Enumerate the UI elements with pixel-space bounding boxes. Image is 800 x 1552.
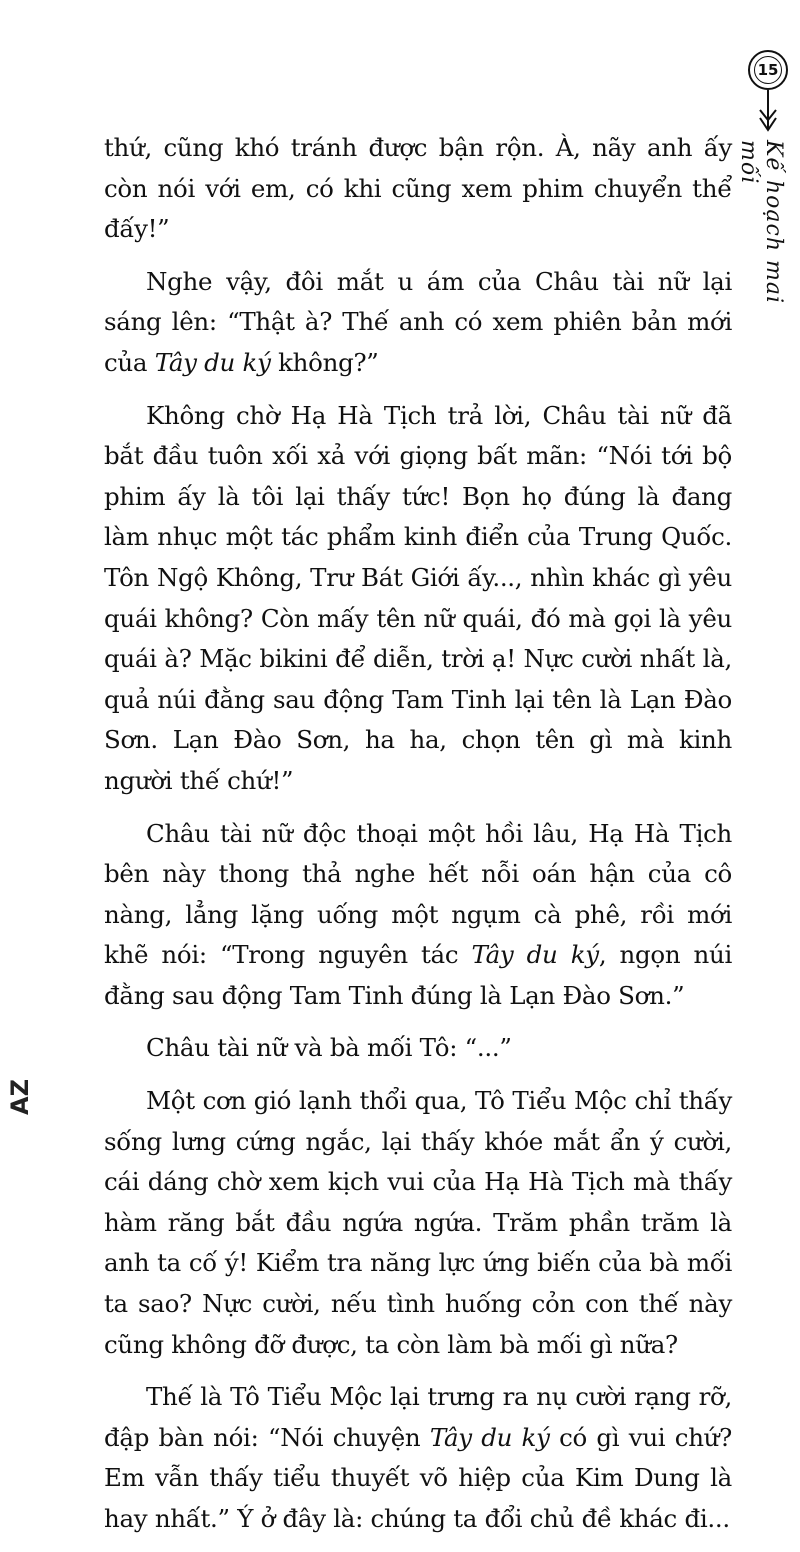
paragraph [104, 128, 732, 250]
paragraph [104, 396, 732, 802]
paragraph [104, 1028, 732, 1069]
paragraph-text: Châu tài nữ và bà mối Tô: “...” [146, 1033, 512, 1063]
paragraph-text: Thế là Tô Tiểu Mộc lại trưng ra nụ cười rạng rỡ, đập bàn nói: “Nói chuyện [104, 1382, 732, 1452]
publisher-logo: AZ [6, 1079, 34, 1115]
running-title: Kế hoạch mai mối [736, 140, 786, 304]
paragraph [104, 1377, 732, 1539]
page-number-badge [748, 50, 788, 90]
arrow-ornament-icon [750, 90, 786, 134]
paragraph-text: , ngọn núi đằng sau động Tam Tinh đúng là Lạn Đào Sơn.” [104, 940, 732, 1010]
paragraph [104, 814, 732, 1017]
paragraph-text: Không chờ Hạ Hà Tịch trả lời, Châu tài nữ đã bắt đầu tuôn xối xả với giọng bất mãn: “Nói tới bộ phim ấy là tôi lại thấy tức! Bọn họ đúng là đang làm nhục một tác phẩm kinh điển của Trung Quốc. Tôn Ngộ Không, Trư Bát Giới ấy..., nhìn khác gì yêu quái không? Còn mấy tên nữ quái, đó mà gọi là yêu quái à? Mặc bikini để diễn, trời ạ! Nực cười nhất là, quả núi đằng sau động Tam Tinh lại tên là Lạn Đào Sơn. Lạn Đào Sơn, ha ha, chọn tên gì mà kinh người thế chứ!” [104, 400, 732, 795]
paragraph-text: thứ, cũng khó tránh được bận rộn. À, nãy anh ấy còn nói với em, có khi cũng xem phim chuyển thể đấy!” [104, 133, 732, 244]
italic-title: Tây du ký [154, 347, 271, 377]
paragraph [104, 1081, 732, 1365]
paragraph [104, 262, 732, 384]
paragraph-text: Châu tài nữ độc thoại một hồi lâu, Hạ Hà Tịch bên này thong thả nghe hết nỗi oán hận của cô nàng, lẳng lặng uống một ngụm cà phê, rồi mới khẽ nói: “Trong nguyên tác [104, 818, 732, 970]
page-number: 15 [757, 61, 779, 79]
paragraph-text: Nghe vậy, đôi mắt u ám của Châu tài nữ lại sáng lên: “Thật à? Thế anh có xem phiên bản mới của [104, 266, 732, 377]
italic-title: Tây du ký [471, 940, 599, 970]
paragraph-text: không?” [270, 347, 379, 377]
paragraph-text: Một cơn gió lạnh thổi qua, Tô Tiểu Mộc chỉ thấy sống lưng cứng ngắc, lại thấy khóe mắt ẩn ý cười, cái dáng chờ xem kịch vui của Hạ Hà Tịch mà thấy hàm răng bắt đầu ngứa ngứa. Trăm phần trăm là anh ta cố ý! Kiểm tra năng lực ứng biến của bà mối ta sao? Nực cười, nếu tình huống cỏn con thế này cũng không đỡ được, ta còn làm bà mối gì nữa? [104, 1086, 732, 1359]
body-text [104, 128, 732, 1552]
italic-title: Tây du ký [429, 1422, 550, 1452]
paragraph-text: có gì vui chứ? Em vẫn thấy tiểu thuyết võ hiệp của Kim Dung là hay nhất.” Ý ở đây là: chúng ta đổi chủ đề khác đi... [104, 1422, 732, 1533]
